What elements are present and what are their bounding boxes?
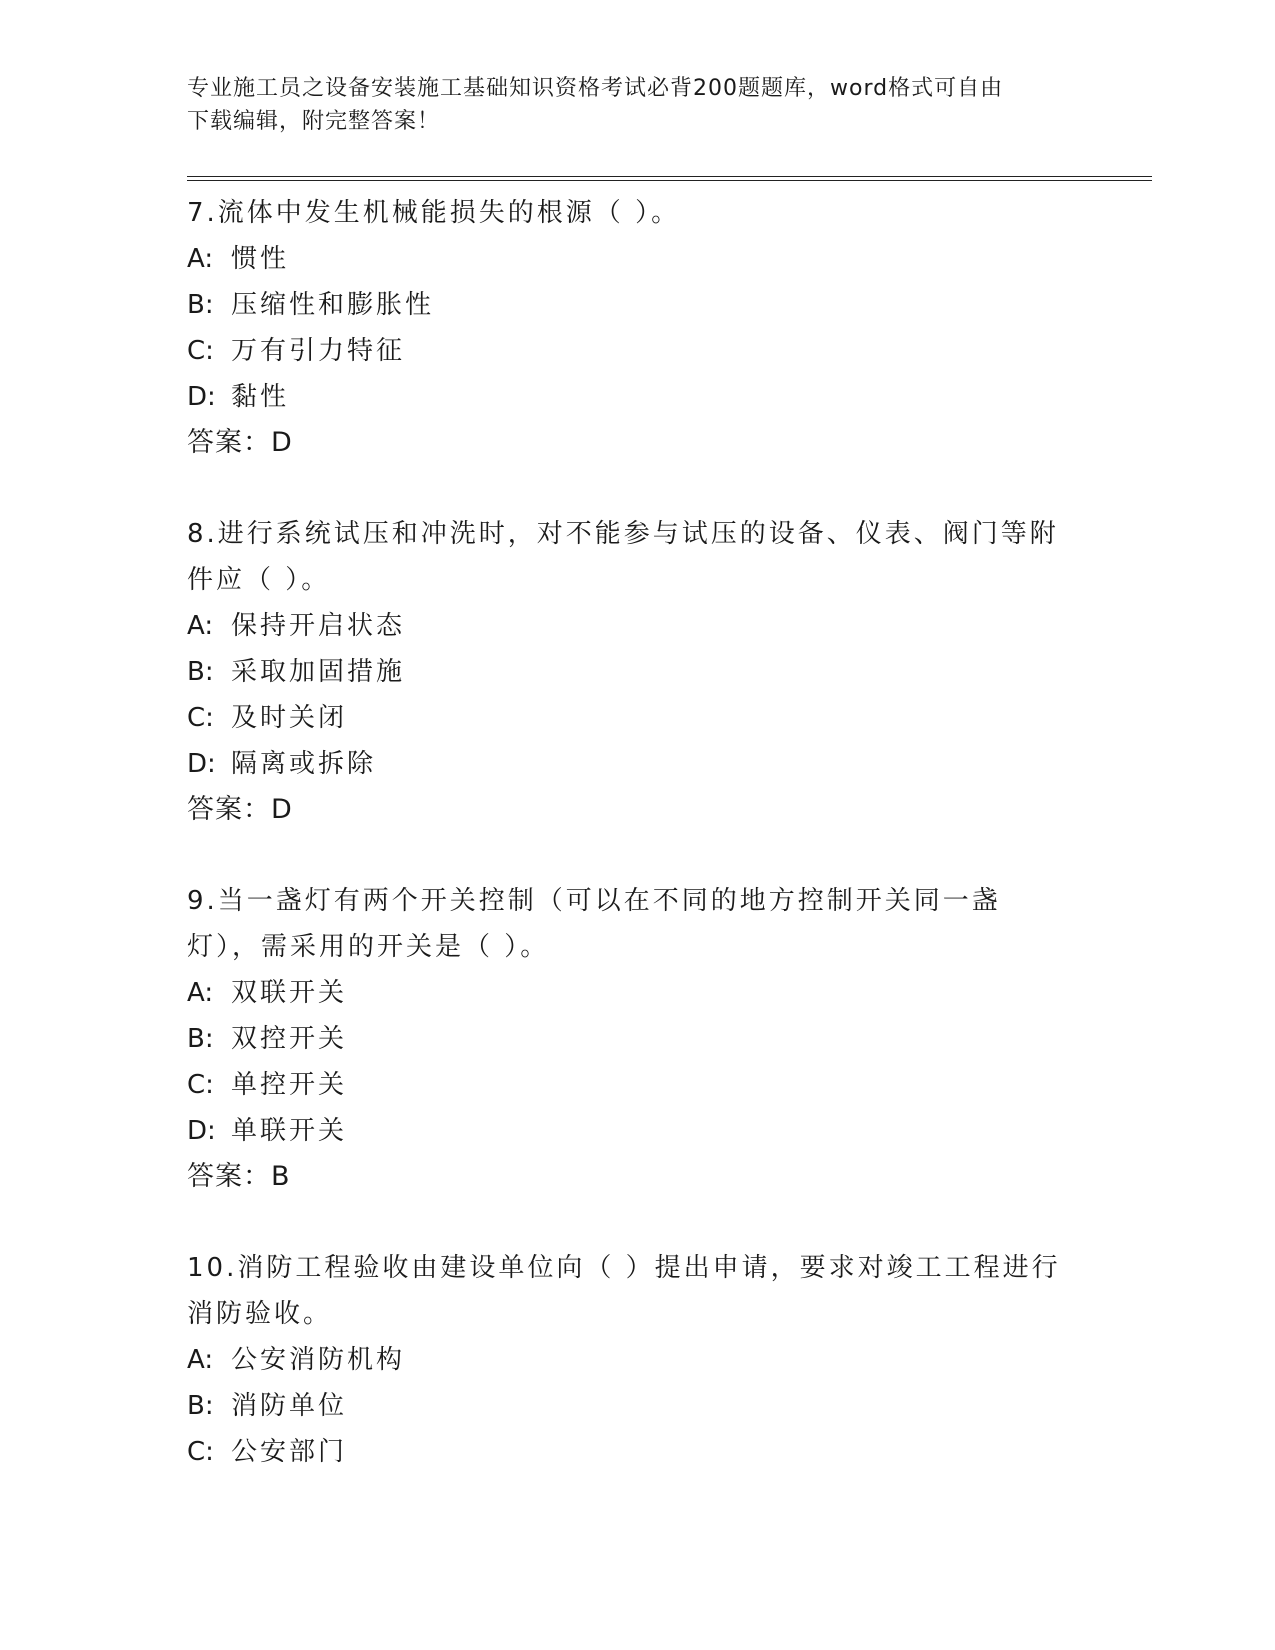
option-text: 消防单位 [231, 1391, 348, 1421]
option-key: C: [187, 336, 214, 366]
document-header [187, 72, 1067, 138]
option-key: B: [187, 1024, 214, 1054]
option-text: 压缩性和膨胀性 [231, 290, 435, 320]
question-list [187, 190, 1067, 1520]
answer-line [187, 420, 1067, 466]
option-a [187, 1337, 1067, 1383]
header-line-1: 专业施工员之设备安装施工基础知识资格考试必背200题题库，word格式可自由 [187, 76, 1004, 101]
option-key: A: [187, 1345, 214, 1375]
option-key: B: [187, 290, 214, 320]
option-key: B: [187, 657, 214, 687]
question-item [187, 511, 1067, 833]
question-text: 8.进行系统试压和冲洗时，对不能参与试压的设备、仪表、阀门等附件应（ ）。 [187, 519, 1059, 595]
option-key: C: [187, 1437, 214, 1467]
option-key: C: [187, 703, 214, 733]
question-item [187, 878, 1067, 1200]
option-c [187, 1429, 1067, 1475]
answer-value: D [271, 794, 293, 825]
option-key: A: [187, 611, 214, 641]
option-key: A: [187, 244, 214, 274]
option-text: 隔离或拆除 [231, 749, 377, 779]
question-text: 10.消防工程验收由建设单位向（ ）提出申请，要求对竣工工程进行消防验收。 [187, 1253, 1061, 1329]
option-text: 双联开关 [231, 978, 348, 1008]
option-text: 采取加固措施 [231, 657, 406, 687]
option-c [187, 1062, 1067, 1108]
question-item [187, 190, 1067, 466]
option-text: 黏性 [231, 382, 290, 412]
option-b [187, 649, 1067, 695]
option-text: 公安部门 [231, 1437, 348, 1467]
option-b [187, 1016, 1067, 1062]
question-text: 7.流体中发生机械能损失的根源（ ）。 [187, 198, 681, 228]
option-d [187, 741, 1067, 787]
option-text: 公安消防机构 [231, 1345, 406, 1375]
option-d [187, 374, 1067, 420]
option-text: 单联开关 [231, 1116, 348, 1146]
answer-label: 答案： [187, 1161, 271, 1192]
option-text: 万有引力特征 [231, 336, 406, 366]
option-c [187, 328, 1067, 374]
option-a [187, 603, 1067, 649]
option-text: 惯性 [231, 244, 290, 274]
option-b [187, 1383, 1067, 1429]
option-d [187, 1108, 1067, 1154]
option-text: 保持开启状态 [231, 611, 406, 641]
option-key: D: [187, 382, 216, 412]
answer-value: B [271, 1161, 291, 1192]
option-a [187, 970, 1067, 1016]
option-a [187, 236, 1067, 282]
option-key: B: [187, 1391, 214, 1421]
option-text: 双控开关 [231, 1024, 348, 1054]
answer-value: D [271, 427, 293, 458]
header-line-2: 下载编辑，附完整答案！ [187, 109, 441, 134]
header-divider [187, 176, 1152, 181]
option-key: D: [187, 1116, 216, 1146]
option-key: D: [187, 749, 216, 779]
answer-label: 答案： [187, 427, 271, 458]
answer-label: 答案： [187, 794, 271, 825]
option-text: 及时关闭 [231, 703, 348, 733]
answer-line [187, 787, 1067, 833]
option-c [187, 695, 1067, 741]
option-text: 单控开关 [231, 1070, 348, 1100]
question-text: 9.当一盏灯有两个开关控制（可以在不同的地方控制开关同一盏灯），需采用的开关是（ ）。 [187, 886, 1001, 962]
option-key: C: [187, 1070, 214, 1100]
option-b [187, 282, 1067, 328]
option-key: A: [187, 978, 214, 1008]
answer-line [187, 1154, 1067, 1200]
question-item [187, 1245, 1067, 1475]
